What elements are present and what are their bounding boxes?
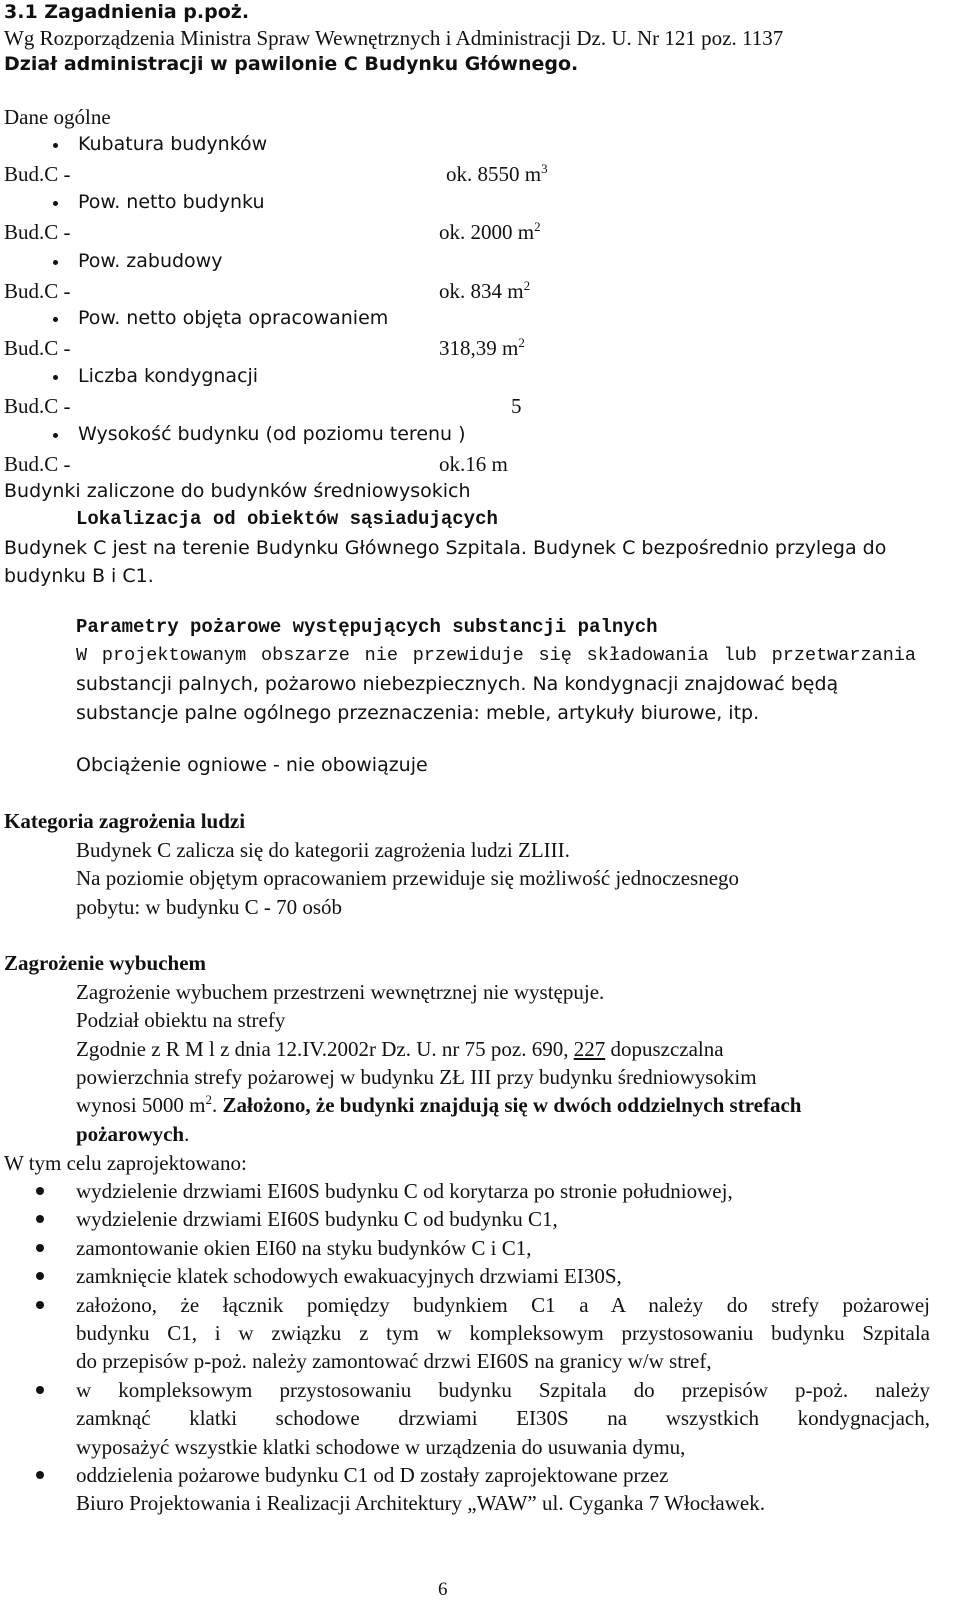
location-line: budynku B i C1. xyxy=(4,565,154,587)
general-item-label: Wysokość budynku (od poziomu terenu ) xyxy=(78,423,466,445)
general-item-label: Liczba kondygnacji xyxy=(78,365,259,387)
bullet-icon xyxy=(36,1301,44,1309)
location-title: Lokalizacja od obiektów sąsiadujących xyxy=(76,508,498,530)
people-line: Budynek C zalicza się do kategorii zagrożenia ludzi ZLIII. xyxy=(76,838,570,862)
people-line: pobytu: w budynku C - 70 osób xyxy=(76,895,343,919)
design-intro: W tym celu zaprojektowano: xyxy=(4,1151,247,1175)
page-number: 6 xyxy=(438,1579,448,1600)
zones-line: Zgodnie z R M l z dnia 12.IV.2002r Dz. U. nr 75 poz. 690, 227 dopuszczalna xyxy=(76,1037,724,1061)
bullet-icon xyxy=(36,1187,44,1195)
bullet-icon xyxy=(36,1471,44,1479)
parameters-line: substancji palnych, pożarowo niebezpiecznych. Na kondygnacji znajdować będą xyxy=(76,673,839,695)
zones-line: pożarowych. xyxy=(76,1122,190,1146)
design-item: wydzielenie drzwiami EI60S budynku C od budynku C1, xyxy=(76,1207,558,1231)
general-item-value: ok. 834 $m^2$ xyxy=(439,278,531,303)
bullet-icon xyxy=(36,1244,44,1252)
explosion-line: Zagrożenie wybuchem przestrzeni wewnętrznej nie występuje. xyxy=(76,980,605,1004)
building-prefix: Bud.C - xyxy=(4,336,71,360)
people-line: Na poziomie objętym opracowaniem przewiduje się możliwość jednoczesnego xyxy=(76,866,740,890)
section-heading: 3.1 Zagadnienia p.poż. xyxy=(4,1,250,23)
building-prefix: Bud.C - xyxy=(4,162,71,186)
design-item-cont: do przepisów p-poż. należy zamontować drzwi EI60S na granicy w/w stref, xyxy=(76,1349,712,1373)
general-item-value: 5 xyxy=(511,394,522,418)
parameters-line: substancje palne ogólnego przeznaczenia: meble, artykuły biurowe, itp. xyxy=(76,702,760,724)
design-item-cont: wyposażyć wszystkie klatki schodowe w urządzenia do usuwania dymu, xyxy=(76,1435,686,1459)
general-item-label: Pow. netto budynku xyxy=(78,191,265,213)
design-item: wydzielenie drzwiami EI60S budynku C od korytarza po stronie południowej, xyxy=(76,1179,733,1203)
location-line: Budynek C jest na terenie Budynku Głównego Szpitala. Budynek C bezpośrednio przylega do xyxy=(4,537,887,559)
general-item-value: ok. 2000 $m^2$ xyxy=(439,219,541,244)
bullet-icon xyxy=(36,1215,44,1223)
general-title: Dane ogólne xyxy=(4,105,111,129)
bullet-icon xyxy=(53,433,58,438)
fire-load-line: Obciążenie ogniowe - nie obowiązuje xyxy=(76,754,428,776)
design-item: w kompleksowym przystosowaniu budynku Szpitala do przepisów p-poż. należy xyxy=(76,1378,930,1402)
general-item-value: ok. 8550 $m^3$ xyxy=(446,161,548,186)
explosion-title: Zagrożenie wybuchem xyxy=(4,951,207,975)
zones-title: Podział obiektu na strefy xyxy=(76,1008,286,1032)
design-item: zamknięcie klatek schodowych ewakuacyjnych drzwiami EI30S, xyxy=(76,1264,622,1288)
bullet-icon xyxy=(53,260,58,265)
general-item-value: ok.16 m xyxy=(439,452,508,476)
design-item-cont: budynku C1, i w związku z tym w kompleksowym przystosowaniu budynku Szpitala xyxy=(76,1321,930,1345)
general-item-label: Kubatura budynków xyxy=(78,133,268,155)
design-item-cont: zamknąć klatki schodowe drzwiami EI30S na wszystkich kondygnacjach, xyxy=(76,1406,930,1430)
building-classification: Budynki zaliczone do budynków średniowysokich xyxy=(4,480,471,502)
zones-line: wynosi 5000 $m^2$. Założono, że budynki znajdują się w dwóch oddzielnych strefach xyxy=(76,1092,802,1117)
bullet-icon xyxy=(53,201,58,206)
general-item-value: 318,39 $m^2$ xyxy=(439,335,525,360)
general-item-label: Pow. netto objęta opracowaniem xyxy=(78,307,389,329)
design-item: założono, że łącznik pomiędzy budynkiem C1 a A należy do strefy pożarowej xyxy=(76,1293,930,1317)
bullet-icon xyxy=(53,375,58,380)
parameters-title: Parametry pożarowe występujących substancji palnych xyxy=(76,616,658,638)
bullet-icon xyxy=(53,317,58,322)
building-prefix: Bud.C - xyxy=(4,452,71,476)
bullet-icon xyxy=(36,1272,44,1280)
design-item-cont: Biuro Projektowania i Realizacji Architektury „WAW” ul. Cyganka 7 Włocławek. xyxy=(76,1491,765,1515)
bullet-icon xyxy=(36,1386,44,1394)
design-item: oddzielenia pożarowe budynku C1 od D zostały zaprojektowane przez xyxy=(76,1463,669,1487)
department-line: Dział administracji w pawilonie C Budynku Głównego. xyxy=(4,53,579,75)
building-prefix: Bud.C - xyxy=(4,279,71,303)
people-title: Kategoria zagrożenia ludzi xyxy=(4,809,246,833)
design-item: zamontowanie okien EI60 na styku budynków C i C1, xyxy=(76,1236,532,1260)
bullet-icon xyxy=(53,143,58,148)
regulation-line: Wg Rozporządzenia Ministra Spraw Wewnętrznych i Administracji Dz. U. Nr 121 poz. 1137 xyxy=(4,26,784,50)
zones-line: powierzchnia strefy pożarowej w budynku ZŁ III przy budynku średniowysokim xyxy=(76,1065,757,1089)
parameters-line: W projektowanym obszarze nie przewiduje się składowania lub przetwarzania xyxy=(76,645,916,666)
building-prefix: Bud.C - xyxy=(4,394,71,418)
general-item-label: Pow. zabudowy xyxy=(78,250,223,272)
building-prefix: Bud.C - xyxy=(4,220,71,244)
